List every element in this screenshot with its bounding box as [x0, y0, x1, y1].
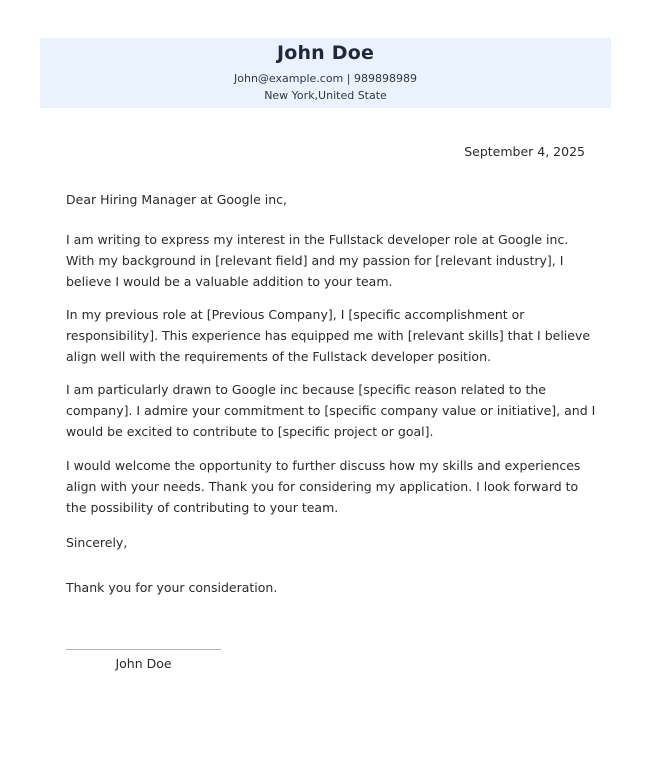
letter-date: September 4, 2025 — [464, 144, 585, 159]
signature-name: John Doe — [115, 656, 172, 671]
sender-name: John Doe — [276, 42, 375, 64]
paragraph-3: I am particularly drawn to Google inc because [specific reason related to the company]. I admire your commitment to [specific company value or initiative], and I would be excited to contribute to [specific project or goal]. — [66, 382, 596, 439]
paragraph-2: In my previous role at [Previous Company], I [specific accomplishment or responsibility]. This experience has equipped me with [relevant skills] that I believe align well with the requirements of the Fullstack developer position. — [66, 307, 591, 364]
sender-location: New York,United State — [264, 89, 387, 102]
signature-line — [66, 649, 221, 650]
paragraph-1: I am writing to express my interest in the Fullstack developer role at Google inc. With my background in [relevant field] and my passion for [relevant industry], I believe I would be a valuable addition to your team. — [66, 232, 569, 289]
salutation: Dear Hiring Manager at Google inc, — [66, 192, 287, 207]
letter-header — [40, 38, 611, 108]
closing: Sincerely, — [66, 535, 128, 550]
paragraph-4: I would welcome the opportunity to further discuss how my skills and experiences align with your needs. Thank you for considering my application. I look forward to the possibility of contributing to your team. — [66, 458, 581, 515]
thanks-line: Thank you for your consideration. — [66, 580, 278, 595]
sender-contact: John@example.com | 989898989 — [234, 72, 417, 85]
